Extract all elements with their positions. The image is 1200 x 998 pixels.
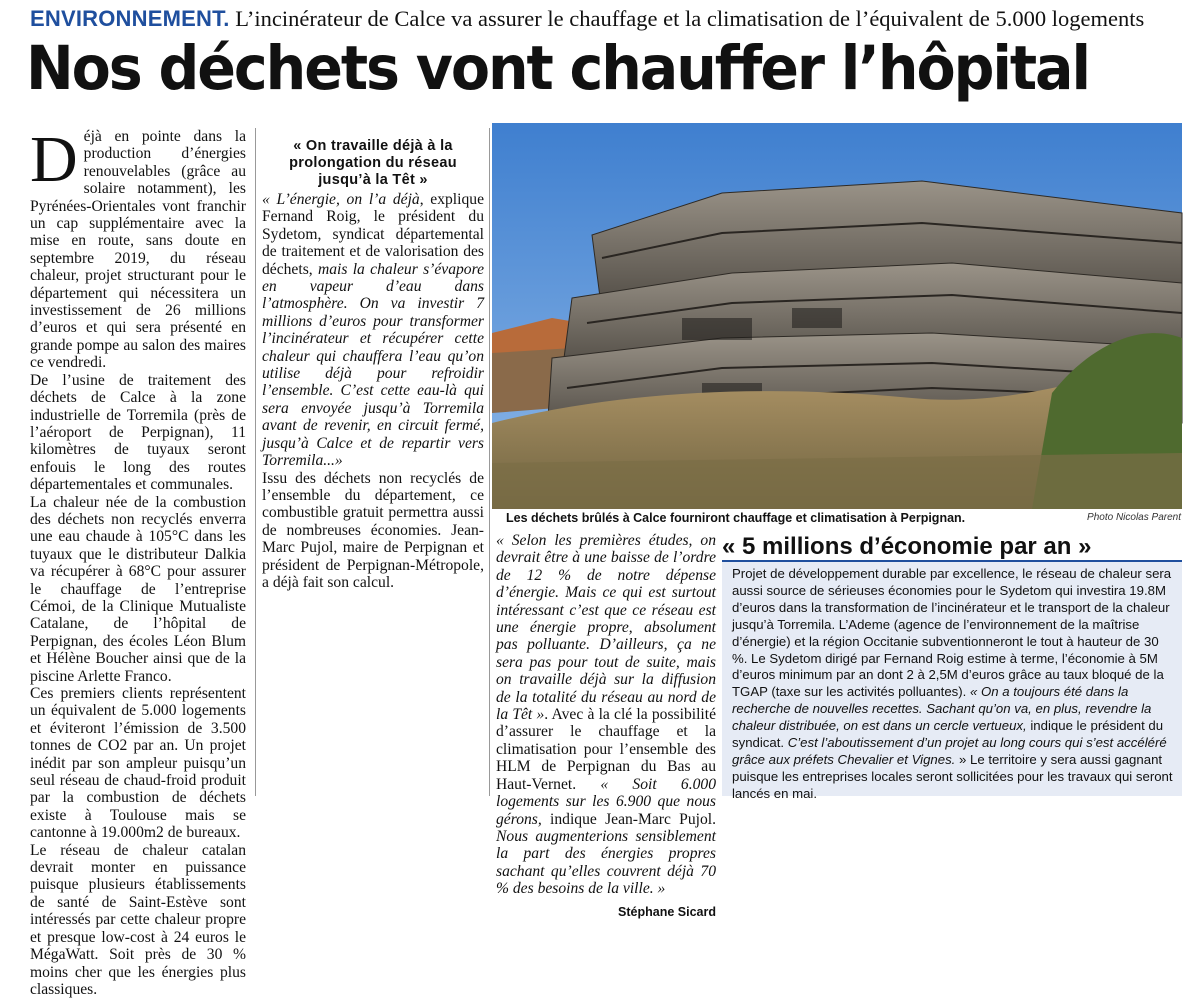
photo-caption bbox=[506, 511, 1181, 529]
column-rule-2 bbox=[489, 128, 490, 796]
article-column-2 bbox=[262, 128, 484, 796]
box-quote-2: C’est l’aboutissement d’un projet au long cours qui s’est accéléré grâce aux préfets Chevalier et Vignes. bbox=[732, 735, 1167, 767]
paragraph-7: Issu des déchets non recyclés de l’ensemble du département, ce combustible gratuit permettra aussi de nombreuses économies. Jean-Marc Pujol, maire de Perpignan et président de Perpignan-Métropole, a déjà fait son calcul. bbox=[262, 469, 484, 591]
lead-paragraph bbox=[30, 123, 246, 372]
paragraph-8 bbox=[496, 532, 716, 898]
photo-illustration bbox=[492, 123, 1182, 509]
caption-text: Les déchets brûlés à Calce fourniront chauffage et climatisation à Perpignan. bbox=[506, 511, 966, 525]
paragraph-3: La chaleur née de la combustion des déchets non recyclés enverra une eau chaude à 105°C dans les tuyaux que le distributeur Dalkia va récupérer à 68°C pour assurer le chauffage de l’entreprise Cémoi, de la Clinique Mutualiste Catalane, de l’hôpital de Perpignan, des écoles Léon Blum et Hélène Boucher ainsi que de la piscine Arlette Franco. bbox=[30, 493, 246, 685]
headline: Nos déchets vont chauffer l’hôpital bbox=[26, 33, 1089, 104]
sidebar-box bbox=[722, 562, 1182, 801]
drop-cap: D bbox=[30, 123, 78, 196]
box-quote-1: « On a toujours été dans la recherche de nouvelles recettes. Sachant qu’on va, en plus, revendre la chaleur distribuée, on est dans un cercle vertueux, bbox=[732, 684, 1152, 734]
article-column-3 bbox=[496, 532, 716, 919]
photo-credit: Photo Nicolas Parent bbox=[1087, 512, 1181, 523]
box-text-1: Projet de développement durable par excellence, le réseau de chaleur sera aussi source de sérieuses économies pour le Sydetom qui investira 19.8M d’euros dans la transformation de l’incinérateur et le transport de la chaleur jusqu’à Torremila. L’Ademe (agence de l’environnement de la maîtrise d’énergie) et la région Occitanie subventionneront le tout à hauteur de 30 %. Le Sydetom dirigé par Fernand Roig estime à terme, l’économie à 5M d’euros minimum par an dont 2 à 2,5M d’euros grâce au taux bloqué de la TGAP (taxe sur les activités polluantes). bbox=[732, 566, 1172, 700]
attribution-2: indique Jean-Marc Pujol. bbox=[541, 810, 716, 828]
quote-3: « Selon les premières études, on devrait être à une baisse de l’ordre de 12 % de notre dépense d’énergie. Mais ce qui est surtout intéressant c’est que ce réseau est une énergie propre, absolument pas polluante. D’ailleurs, ça ne sera pas pour tout de suite, mais on travaille déjà sur la diffusion de la totalité du réseau au nord de la Têt » bbox=[496, 532, 716, 724]
paragraph-2: De l’usine de traitement des déchets de Calce à la zone industrielle de Torremila (près de l’aéroport de Perpignan), 11 kilomètres de tuyaux seront enfouis le long des routes départementales et communales. bbox=[30, 371, 246, 494]
box-title: « 5 millions d’économie par an » bbox=[722, 532, 1182, 562]
subheading: « On travaille déjà à la prolongation du réseau jusqu’à la Têt » bbox=[289, 138, 457, 188]
box-text-2: » Le territoire y sera aussi gagnant puisque les entreprises locales seront sollicitées pour les travaux qui seront lancés en mai. bbox=[732, 751, 1173, 801]
deck-line: L’incinérateur de Calce va assurer le chauffage et la climatisation de l’équivalent de 5.000 logements bbox=[229, 6, 1145, 31]
paragraph-5-start: Le réseau de chaleur catalan devrait monter en puissance puisque plusieurs établissements de santé de Saint-Estève sont intéressés par cette chaleur propre et presque low-cost à 24 euros le MégaWatt. Soit près de 30 % moins cher que les énergies plus classiques. bbox=[30, 841, 246, 998]
paragraph-6 bbox=[262, 191, 484, 470]
lead-text: éjà en pointe dans la production d’énergies renouvelables (grâce au solaire notamment), les Pyrénées-Orientales vont franchir un cap supplémentaire avec la mise en route, sans doute en septembre 2019, du réseau chaleur, projet structurant pour le département qui nécessitera un investissement de 26 millions d’euros et qui sera présenté en grande pompe au salon des maires ce vendredi. bbox=[30, 128, 246, 372]
text-8b: . Avec à la clé la possibilité d’assurer le chauffage et la climatisation pour l’ensemble des HLM de Perpignan du Bas au Haut-Vernet. bbox=[496, 706, 716, 793]
building-photo bbox=[492, 123, 1182, 509]
quote-5: Nous augmenterions sensiblement la part des énergies propres sachant qu’elles couvrent déjà 70 % des besoins de la ville. » bbox=[496, 827, 716, 898]
section-tag: ENVIRONNEMENT. bbox=[30, 6, 230, 31]
quote-1: « L’énergie, on l’a déjà bbox=[262, 191, 420, 208]
quote-4: « Soit 6.000 logements sur les 6.900 que nous gérons, bbox=[496, 775, 716, 828]
quote-2: mais la chaleur s’évapore en vapeur d’eau dans l’atmosphère. On va investir 7 millions d’euros pour transformer l’incinérateur et récupérer cette chaleur qui chauffera l’eau qu’on utilise déjà pour refroidir l’ensemble. C’est cette eau-là qui sera envoyée jusqu’à Torremila avant de revenir, en circuit fermé, jusqu’à Calce et de repartir vers Torremila...» bbox=[262, 260, 484, 470]
column-rule-1 bbox=[255, 128, 256, 796]
paragraph-4: Ces premiers clients représentent un équivalent de 5.000 logements et éviteront l’émission de 3.500 tonnes de CO2 par an. Un projet inédit par son ampleur puisqu’un seul réseau de chaud-froid produit par la combustion de déchets existe à Toulouse mais se cantonne à 19.000m2 de bureaux. bbox=[30, 685, 246, 842]
byline: Stéphane Sicard bbox=[618, 904, 716, 919]
article-column-1 bbox=[30, 123, 246, 998]
attribution-1: , explique Fernand Roig, le président du Sydetom, syndicat départemental de traitement et de valorisation des déchets, bbox=[262, 191, 484, 278]
box-attribution: indique le président du syndicat. bbox=[732, 718, 1164, 751]
